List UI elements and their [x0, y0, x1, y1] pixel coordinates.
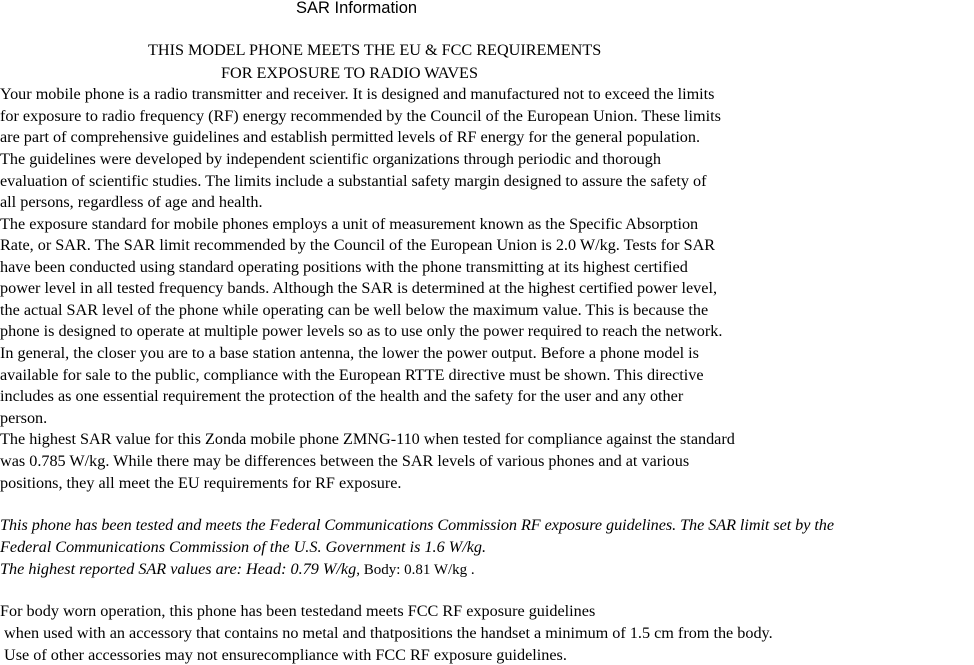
heading-line-2: FOR EXPOSURE TO RADIO WAVES: [221, 64, 478, 82]
body-line: person.: [0, 409, 48, 427]
body-worn-line: Use of other accessories may not ensurecompliance with FCC RF exposure guidelines.: [0, 646, 567, 664]
body-line: available for sale to the public, compliance with the European RTTE directive must be shown. This directive: [0, 366, 704, 384]
body-line: The highest SAR value for this Zonda mobile phone ZMNG-110 when tested for compliance against the standard: [0, 430, 735, 448]
body-line: In general, the closer you are to a base station antenna, the lower the power output. Before a phone model is: [0, 344, 699, 362]
body-worn-line: For body worn operation, this phone has been testedand meets FCC RF exposure guidelines: [0, 602, 596, 620]
heading-line-1: THIS MODEL PHONE MEETS THE EU & FCC REQUIREMENTS: [148, 41, 602, 59]
body-sar-value: , Body: 0.81 W/kg .: [356, 562, 475, 578]
body-line: are part of comprehensive guidelines and establish permitted levels of RF energy for the general population.: [0, 128, 701, 146]
fcc-line: Federal Communications Commission of the U.S. Government is 1.6 W/kg.: [0, 538, 487, 556]
body-line: power level in all tested frequency bands. Although the SAR is determined at the highest certified power level,: [0, 279, 717, 297]
body-worn-line: when used with an accessory that contains no metal and thatpositions the handset a minimum of 1.5 cm from the body.: [0, 624, 773, 642]
body-line: have been conducted using standard operating positions with the phone transmitting at its highest certified: [0, 258, 688, 276]
document-title: SAR Information: [296, 0, 418, 17]
body-line: evaluation of scientific studies. The limits include a substantial safety margin designed to assure the safety of: [0, 172, 707, 190]
body-line: all persons, regardless of age and health.: [0, 193, 263, 211]
body-line: Your mobile phone is a radio transmitter and receiver. It is designed and manufactured not to exceed the limits: [0, 85, 715, 103]
body-line: was 0.785 W/kg. While there may be differences between the SAR levels of various phones and at various: [0, 452, 690, 470]
body-line: the actual SAR level of the phone while operating can be well below the maximum value. This is because the: [0, 301, 709, 319]
body-line: The exposure standard for mobile phones employs a unit of measurement known as the Specific Absorption: [0, 215, 699, 233]
head-sar-value: The highest reported SAR values are: Head: 0.79 W/kg: [0, 560, 357, 578]
body-line: Rate, or SAR. The SAR limit recommended by the Council of the European Union is 2.0 W/kg. Tests for SAR: [0, 236, 716, 254]
body-line: positions, they all meet the EU requirements for RF exposure.: [0, 474, 402, 492]
body-line: for exposure to radio frequency (RF) energy recommended by the Council of the European Union. These limits: [0, 107, 721, 125]
fcc-highest-values: [0, 559, 475, 580]
body-line: includes as one essential requirement the protection of the health and the safety for the user and any other: [0, 387, 684, 405]
fcc-line: This phone has been tested and meets the Federal Communications Commission RF exposure guidelines. The SAR limit set by the: [0, 516, 834, 534]
body-line: phone is designed to operate at multiple power levels so as to use only the power required to reach the network.: [0, 322, 723, 340]
body-line: The guidelines were developed by independent scientific organizations through periodic and thorough: [0, 150, 661, 168]
